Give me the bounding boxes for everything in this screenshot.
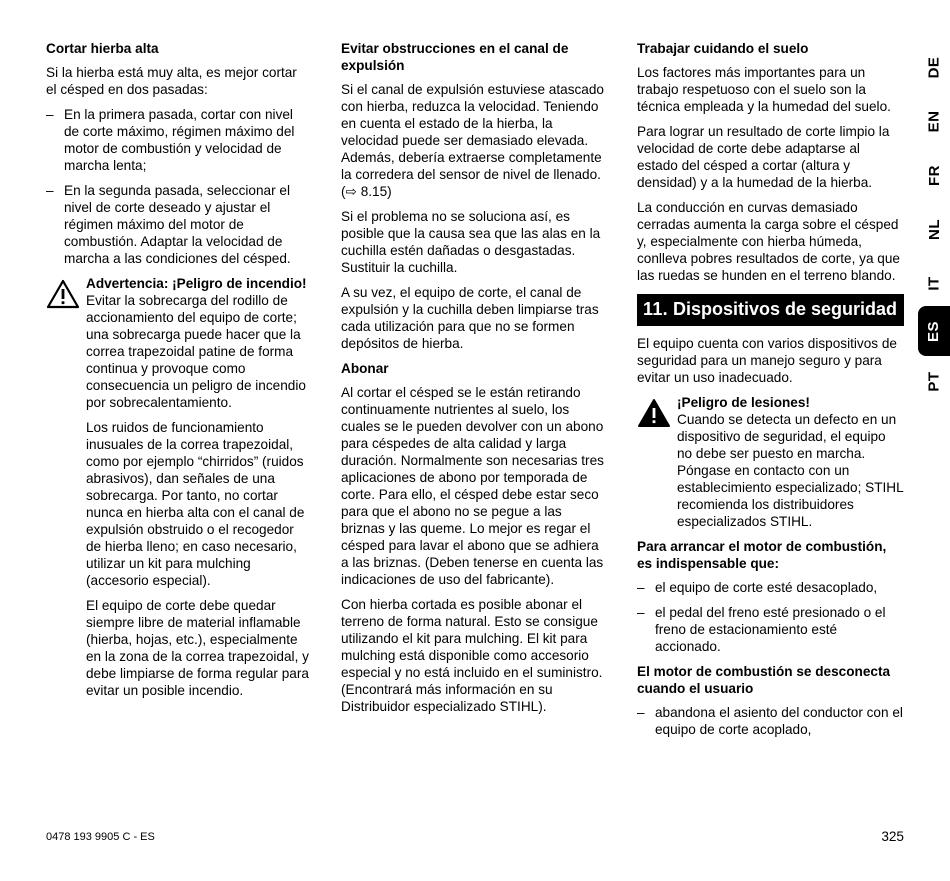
heading-desconecta: El motor de combustión se desconecta cuando el usuario <box>637 664 891 696</box>
warning-paragraph: Cuando se detecta un defecto en un dispositivo de seguridad, el equipo no debe ser puesto en marcha. Póngase en contacto con un establecimiento especializado; STIHL recomienda los distribuidores especializados STIHL. <box>677 412 904 529</box>
column-right <box>637 40 904 746</box>
heading-evitar-obstrucciones: Evitar obstrucciones en el canal de expulsión <box>341 41 569 73</box>
paragraph: El equipo cuenta con varios dispositivos de seguridad para un manejo seguro y para evitar un uso inadecuado. <box>637 336 897 385</box>
list-item: – el equipo de corte esté desacoplado, <box>637 579 904 596</box>
lang-tab-en[interactable]: EN <box>925 110 943 132</box>
warning-filled-icon <box>637 398 671 428</box>
paragraph: Si el canal de expulsión estuviese atascado con hierba, reduzca la velocidad. Teniendo en cuenta el estado de la hierba, la velocidad puede ser demasiado elevada. Además, debería extraerse completamente la corredera del sensor de nivel de llenado. (⇨ 8.15) <box>341 82 604 199</box>
section-heading-banner <box>637 294 904 326</box>
lang-tab-de[interactable]: DE <box>925 56 943 78</box>
paragraph: La conducción en curvas demasiado cerradas aumenta la carga sobre el césped y, especialmente con hierba húmeda, conlleva pobres resultados de corte, ya que las ruedas se hunden en el terreno blando. <box>637 200 900 283</box>
paragraph: Si el problema no se soluciona así, es posible que la causa sea que las alas en la cuchilla estén dañadas o desgastadas. Sustituir la cuchilla. <box>341 209 601 275</box>
column-middle <box>341 40 608 723</box>
lang-tab-nl[interactable]: NL <box>925 218 943 240</box>
warning-title: ¡Peligro de lesiones! <box>677 395 810 410</box>
page-number: 325 <box>881 829 904 844</box>
list-item: – abandona el asiento del conductor con el equipo de corte acoplado, <box>637 704 904 738</box>
fire-warning <box>46 275 311 699</box>
document-code: 0478 193 9905 C - ES <box>46 831 155 843</box>
paragraph: A su vez, el equipo de corte, el canal de expulsión y la cuchilla deben limpiarse tras cada utilización para que no se formen depósitos de hierba. <box>341 285 599 351</box>
section-title: Dispositivos de seguridad <box>672 299 898 319</box>
warning-paragraph: Evitar la sobrecarga del rodillo de accionamiento del equipo de corte; una sobrecarga puede hacer que la correa trapezoidal patine de forma continua y provoque como consecuencia un peligro de incendio por sobrecalentamiento. <box>86 293 306 410</box>
paragraph: Al cortar el césped se le están retirando continuamente nutrientes al suelo, los cuales se le pueden devolver con un abono para céspedes de alta calidad y larga duración. Normalmente son necesarias tres aplicaciones de abono por temporada de corte. Para ello, el césped debe estar seco para que el abono no se pegue a las briznas y las queme. Lo mejor es regar el césped para lavar el abono que se adhiera a las briznas. (Deben tenerse en cuenta las indicaciones de uso del fabricante). <box>341 385 604 587</box>
dash-list <box>637 704 904 738</box>
section-number: 11. <box>643 299 668 319</box>
injury-warning <box>637 394 904 530</box>
column-left <box>46 40 311 707</box>
lang-tab-es-active[interactable]: ES <box>918 306 950 356</box>
list-item: – En la segunda pasada, seleccionar el nivel de corte deseado y ajustar el régimen máximo del motor de combustión. Adaptar la velocidad de marcha a las condiciones del césped. <box>46 182 311 267</box>
warning-title: Advertencia: ¡Peligro de incendio! <box>86 276 307 291</box>
lang-tab-pt[interactable]: PT <box>925 370 943 392</box>
dash-list <box>637 579 904 655</box>
paragraph: Si la hierba está muy alta, es mejor cortar el césped en dos pasadas: <box>46 65 297 97</box>
heading-arrancar: Para arrancar el motor de combustión, es indispensable que: <box>637 539 887 571</box>
paragraph: Para lograr un resultado de corte limpio la velocidad de corte debe adaptarse al estado del césped a cortar (altura y densidad) y a la humedad de la hierba. <box>637 124 890 190</box>
lang-tab-it[interactable]: IT <box>925 275 943 291</box>
list-item: – En la primera pasada, cortar con nivel de corte máximo, régimen máximo del motor de combustión y velocidad de marcha lenta; <box>46 106 311 174</box>
heading-abonar: Abonar <box>341 361 389 376</box>
heading-trabajar-suelo: Trabajar cuidando el suelo <box>637 41 809 56</box>
warning-paragraph: Los ruidos de funcionamiento inusuales de la correa trapezoidal, como por ejemplo “chirridos” (ruidos abrasivos), dan señales de una sobrecarga. Por tanto, no cortar nunca en hierba alta con el canal de expulsión obstruido o el recogedor de hierba lleno; en caso necesario, utilizar un kit para mulching (accesorio especial). <box>86 420 305 588</box>
list-item: – el pedal del freno esté presionado o el freno de estacionamiento esté accionado. <box>637 604 904 655</box>
paragraph: Los factores más importantes para un trabajo respetuoso con el suelo son la técnica empleada y la humedad del suelo. <box>637 65 891 114</box>
heading-cortar-hierba-alta: Cortar hierba alta <box>46 41 159 56</box>
dash-list <box>46 106 311 267</box>
lang-tab-fr[interactable]: FR <box>925 164 943 186</box>
paragraph: Con hierba cortada es posible abonar el terreno de forma natural. Esto se consigue utilizando el kit para mulching. El kit para mulching está disponible como accesorio especial y no está incluido en el suministro. (Encontrará más información en su Distribuidor especializado STIHL). <box>341 597 603 714</box>
warning-paragraph: El equipo de corte debe quedar siempre libre de material inflamable (hierba, hojas, etc.), especialmente en la zona de la correa trapezoidal, y debe limpiarse de forma regular para evitar un posible incendio. <box>86 598 309 698</box>
warning-outline-icon <box>46 279 80 309</box>
